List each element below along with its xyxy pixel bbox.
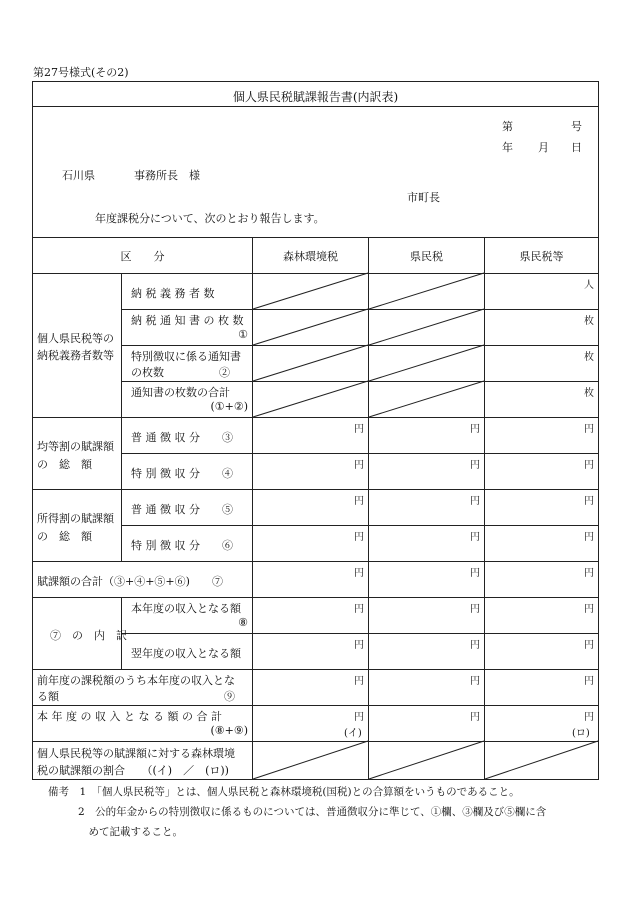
addressee-prefecture: 石川県	[62, 169, 95, 182]
col-header-kubun: 区 分	[120, 250, 165, 263]
group2-label-1: 均等割の賦課額	[37, 440, 114, 453]
row-divider	[32, 669, 599, 670]
unit-yen: 円	[354, 424, 364, 435]
row-current-total-line2: (⑧+⑨)	[210, 724, 248, 737]
form-title: 個人県民税賦課報告書(内訳表)	[232, 90, 399, 104]
mark-i: (イ)	[344, 728, 362, 739]
group-label-divider	[121, 273, 122, 561]
date-year: 年	[502, 141, 513, 154]
row-kintowari-tokubetsu: 特 別 徴 収 分 ④	[131, 467, 233, 480]
title-divider	[32, 106, 599, 107]
row-current-total-line1: 本 年 度 の 収 入 と な る 額 の 合 計	[37, 710, 222, 723]
unit-yen: 円	[470, 640, 480, 651]
row-next-year-income: 翌年度の収入となる額	[131, 647, 241, 660]
group1-label-2: 納税義務者数等	[37, 349, 114, 362]
row-prev-year-line2: る額 ⑨	[37, 690, 235, 703]
row-notice-total-2: (①+②)	[210, 400, 248, 413]
row-taxpayers: 納 税 義 務 者 数	[131, 287, 215, 300]
table-border-right	[598, 81, 599, 780]
unit-yen: 円	[354, 568, 364, 579]
note-2-line1: 2 公的年金からの特別徴収に係るものについては、普通徴収分に準じて、①欄、③欄及び⑤欄に含	[78, 806, 547, 818]
unit-yen: 円	[584, 640, 594, 651]
column-divider	[252, 237, 253, 780]
row-divider	[32, 417, 599, 418]
notes	[48, 782, 546, 842]
addressee-office: 事務所長 様	[134, 169, 200, 182]
col-header-shinrin: 森林環境税	[283, 250, 338, 263]
row-ratio-line1: 個人県民税等の賦課額に対する森林環境	[37, 747, 235, 760]
unit-yen: 円	[354, 604, 364, 615]
sender-mayor: 市町長	[407, 191, 440, 204]
group1-label-1: 個人県民税等の	[37, 332, 114, 345]
row-divider	[121, 525, 599, 526]
row-divider	[121, 309, 599, 310]
row-divider	[121, 381, 599, 382]
row-shotokuwari-tokubetsu: 特 別 徴 収 分 ⑥	[131, 539, 233, 552]
unit-yen: 円	[470, 424, 480, 435]
unit-yen: 円	[470, 496, 480, 507]
unit-yen: 円	[470, 712, 480, 723]
row-notice-count-mark: ①	[238, 328, 248, 341]
unit-yen: 円	[584, 532, 594, 543]
unit-yen: 円	[470, 604, 480, 615]
row-divider	[121, 453, 599, 454]
form-number: 第27号様式(その2)	[33, 66, 129, 79]
row-special-notice: 特別徴収に係る通知書	[131, 350, 241, 363]
mark-ro: (ロ)	[572, 728, 590, 739]
row-kintowari-futsu: 普 通 徴 収 分 ③	[131, 431, 233, 444]
col-header-kenminzei: 県民税	[410, 250, 443, 263]
unit-yen: 円	[584, 604, 594, 615]
unit-yen: 円	[584, 424, 594, 435]
row-divider	[121, 345, 599, 346]
unit-yen: 円	[354, 460, 364, 471]
unit-sheet: 枚	[584, 352, 594, 363]
row-divider	[32, 597, 599, 598]
row-divider	[32, 489, 599, 490]
unit-yen: 円	[354, 712, 364, 723]
row-divider	[121, 633, 599, 634]
unit-yen: 円	[470, 460, 480, 471]
date-month: 月	[538, 141, 549, 154]
group3-label-2: の 総 額	[37, 530, 92, 543]
unit-sheet: 枚	[584, 388, 594, 399]
note-2-line2: めて記載すること。	[78, 826, 183, 838]
unit-yen: 円	[584, 496, 594, 507]
header-divider	[32, 237, 599, 238]
unit-sheet: 枚	[584, 316, 594, 327]
table-border-left	[32, 81, 33, 780]
unit-yen: 円	[354, 640, 364, 651]
row-current-year-income-mark: ⑧	[238, 616, 248, 629]
row-shotokuwari-futsu: 普 通 徴 収 分 ⑤	[131, 503, 233, 516]
number-go: 号	[571, 120, 582, 133]
column-divider	[484, 237, 485, 780]
table-border-top	[32, 81, 599, 82]
group4-label: ⑦ の 内 訳	[50, 629, 127, 642]
unit-person: 人	[584, 280, 594, 291]
row-special-notice-2: の枚数 ②	[131, 366, 230, 379]
row-fuka-total: 賦課額の合計（③+④+⑤+⑥) ⑦	[37, 575, 223, 588]
row-divider	[32, 741, 599, 742]
unit-yen: 円	[354, 676, 364, 687]
row-divider	[32, 705, 599, 706]
unit-yen: 円	[584, 460, 594, 471]
date-day: 日	[571, 141, 582, 154]
unit-yen: 円	[584, 712, 594, 723]
row-current-year-income: 本年度の収入となる額	[131, 602, 241, 615]
row-ratio-line2: 税の賦課額の割合 （(イ) ／ (ロ))	[37, 764, 229, 777]
note-1: 1 「個人県民税等」とは、個人県民税と森林環境税(国税)との合算額をいうものであること。	[79, 786, 520, 798]
unit-yen: 円	[470, 676, 480, 687]
unit-yen: 円	[470, 568, 480, 579]
number-dai: 第	[502, 120, 513, 133]
unit-yen: 円	[354, 532, 364, 543]
row-prev-year-line1: 前年度の課税額のうち本年度の収入とな	[37, 674, 235, 687]
column-header-divider	[32, 273, 599, 274]
row-notice-total: 通知書の枚数の合計	[131, 386, 230, 399]
column-divider	[368, 237, 369, 780]
row-divider	[32, 561, 599, 562]
col-header-kenminzeito: 県民税等	[519, 250, 564, 263]
group2-label-2: の 総 額	[37, 458, 92, 471]
unit-yen: 円	[584, 568, 594, 579]
unit-yen: 円	[584, 676, 594, 687]
unit-yen: 円	[470, 532, 480, 543]
group3-label-1: 所得割の賦課額	[37, 512, 114, 525]
intro-text: 年度課税分について、次のとおり報告します。	[95, 212, 325, 225]
notes-label: 備考	[48, 786, 69, 798]
table-border-bottom	[32, 779, 599, 780]
row-notice-count: 納 税 通 知 書 の 枚 数	[131, 314, 244, 327]
unit-yen: 円	[354, 496, 364, 507]
